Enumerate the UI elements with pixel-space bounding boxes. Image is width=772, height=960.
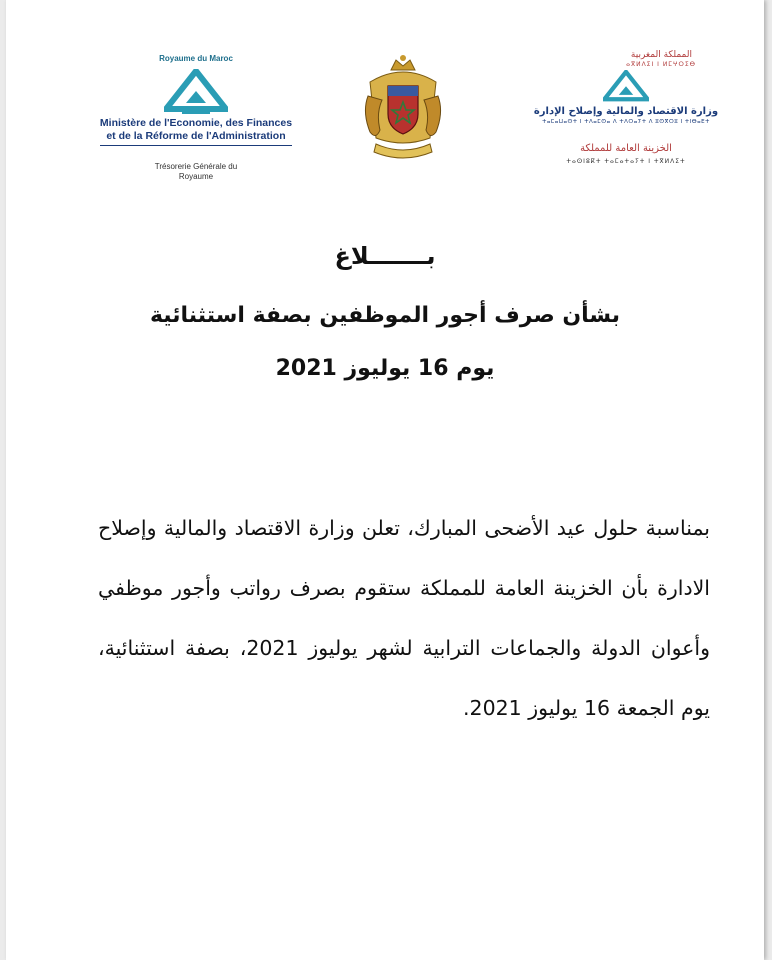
announcement-date: يوم 16 يوليوز 2021 [275,356,495,381]
ministry-name-fr: Ministère de l'Economie, des Finances et de la Réforme de l'Administration [100,117,292,146]
treasury-name-fr: Trésorerie Générale du Royaume [154,162,238,181]
announcement-label: بـــــــلاغ [334,242,436,270]
royaume-label-ar: المملكة المغربية [630,50,692,60]
document-page [6,0,764,960]
announcement-body: بمناسبة حلول عيد الأضحى المبارك، تعلن وزارة الاقتصاد والمالية وإصلاح الادارة بأن الخزينة العامة للمملكة ستقوم بصرف رواتب وأجور موظفي وأعوان الدولة والجماعات الترابية لشهر يوليوز 2021، بصفة استثنائية، يوم الجمعة 16 يوليوز 2021. [98,516,710,720]
treasury-name-tifinagh: ⵜⴰⵙⵏⵓⴽⵜ ⵜⴰⵎⴰⵜⴰⵢⵜ ⵏ ⵜⴳⵍⴷⵉⵜ [566,158,686,165]
royaume-label-fr: Royaume du Maroc [159,54,233,63]
ministry-name-tifinagh: ⵜⴰⵎⴰⵡⴰⵙⵜ ⵏ ⵜⴷⴰⵎⵙⴰ ⴷ ⵜⴷⵔⴰⵢⵜ ⴷ ⵓⵙⴳⵔⵓ ⵏ ⵜⵏⴱⴰⴹⵜ [542,119,710,125]
ministry-logo-arabic [526,50,726,210]
ministry-name-ar: وزارة الاقتصاد والمالية وإصلاح الإدارة [533,106,719,117]
ministry-emblem-icon-right [603,70,649,104]
treasury-name-ar: الخزينة العامة للمملكة [580,143,672,154]
ministry-emblem-icon [164,69,228,115]
royaume-label-tifinagh: ⴰⴳⵍⴷⵉⵏ ⵏ ⵍⵎⵖⵔⵉⴱ [626,61,696,68]
announcement-title: بشأن صرف أجور الموظفين بصفة استثنائية [149,303,621,328]
ministry-logo-french [96,52,296,212]
coat-of-arms-icon [358,52,448,162]
